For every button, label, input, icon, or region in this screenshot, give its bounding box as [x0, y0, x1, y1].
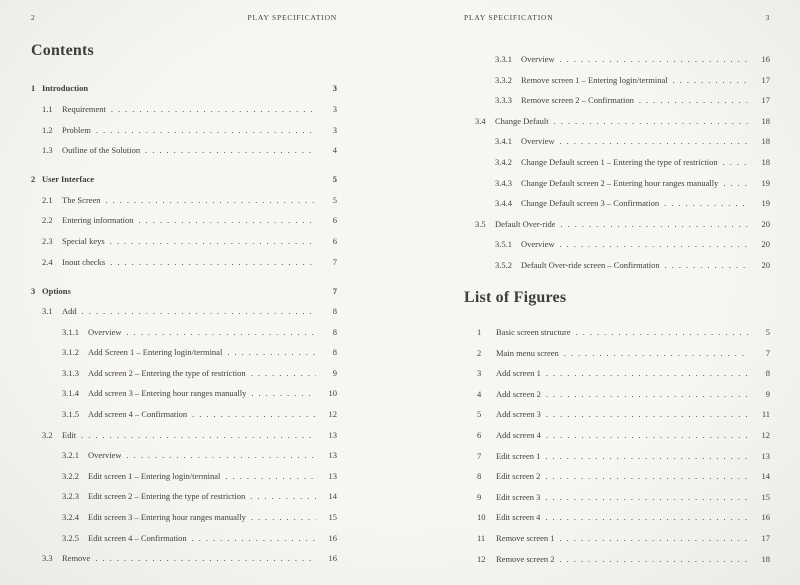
- entry-label: Special keys: [62, 235, 105, 246]
- entry-page: 19: [761, 198, 770, 209]
- entry-number: 3.4.3: [495, 177, 512, 188]
- entry-number: 6: [477, 429, 482, 440]
- entry-number: 3.1.1: [62, 326, 79, 337]
- entry-label: Edit screen 4 – Confirmation: [88, 532, 187, 543]
- entry-page: 7: [332, 256, 337, 267]
- entry-page: 8: [765, 368, 770, 379]
- toc-entry: [31, 548, 337, 569]
- toc-entry: [464, 49, 770, 70]
- entry-label: Problem: [62, 124, 91, 135]
- dot-leader: [576, 322, 749, 343]
- entry-page: 14: [328, 491, 337, 502]
- entry-page: 7: [332, 285, 337, 296]
- figures-list: [464, 322, 770, 569]
- toc-entry: [464, 111, 770, 132]
- entry-number: 2.1: [42, 194, 53, 205]
- toc-entry: [31, 190, 337, 211]
- entry-page: 5: [765, 327, 770, 337]
- dot-leader: [560, 131, 749, 152]
- entry-label: Edit screen 3: [496, 491, 541, 502]
- dot-leader: [110, 231, 316, 252]
- entry-page: 11: [761, 409, 770, 420]
- dot-leader: [545, 466, 749, 487]
- entry-number: 3.1.2: [62, 347, 79, 358]
- entry-page: 13: [328, 429, 337, 440]
- entry-label: Outline of the Solution: [62, 145, 141, 156]
- entry-number: 3: [31, 285, 36, 296]
- entry-number: 3.5.2: [495, 259, 512, 270]
- figure-entry: [464, 446, 770, 467]
- toc-entry: [464, 173, 770, 194]
- dot-leader: [665, 255, 749, 276]
- running-header-right: [464, 13, 770, 22]
- entry-page: 5: [332, 194, 337, 205]
- entry-number: 1: [477, 327, 482, 337]
- dot-leader: [723, 152, 749, 173]
- figure-entry: [464, 487, 770, 508]
- entry-number: 3.2: [42, 429, 53, 440]
- entry-label: Remove screen 2 – Confirmation: [521, 95, 634, 106]
- entry-label: Add screen 2 – Entering the type of restriction: [88, 367, 246, 378]
- entry-label: Change Default screen 1 – Entering the type of restriction: [521, 156, 718, 167]
- toc-entry: [31, 486, 337, 507]
- dot-leader: [554, 111, 749, 132]
- figure-entry: [464, 425, 770, 446]
- entry-number: 2: [477, 347, 482, 358]
- toc-entry: [31, 99, 337, 120]
- entry-page: 4: [332, 145, 337, 156]
- page-number-left: 2: [31, 13, 36, 22]
- entry-page: 9: [332, 367, 337, 378]
- entry-label: Add Screen 1 – Entering login/terminal: [88, 347, 223, 358]
- entry-number: 3.4.1: [495, 136, 512, 147]
- entry-label: Overview: [521, 239, 555, 250]
- toc-entry: [31, 363, 337, 384]
- entry-label: Basic screen structure: [496, 327, 571, 337]
- entry-number: 5: [477, 409, 482, 420]
- entry-number: 3.3: [42, 553, 53, 564]
- dot-leader: [139, 210, 316, 231]
- entry-page: 9: [765, 388, 770, 399]
- entry-page: 20: [761, 239, 770, 250]
- entry-label: Add screen 4: [496, 429, 541, 440]
- entry-label: Inout checks: [62, 256, 106, 267]
- entry-page: 18: [761, 115, 770, 126]
- toc-entry: [31, 445, 337, 466]
- entry-number: 2.2: [42, 215, 53, 226]
- page-number-right: 3: [765, 13, 770, 22]
- list-of-figures-heading: List of Figures: [464, 289, 567, 306]
- dot-leader: [110, 252, 316, 273]
- entry-label: Default Over-ride: [495, 218, 556, 229]
- dot-leader: [560, 234, 749, 255]
- entry-page: 17: [761, 74, 770, 85]
- dot-leader: [251, 363, 316, 384]
- toc-entry: [31, 140, 337, 161]
- entry-number: 3.2.5: [62, 532, 79, 543]
- entry-label: Entering information: [62, 215, 134, 226]
- entry-page: 20: [761, 218, 770, 229]
- toc-entry: [464, 193, 770, 214]
- entry-number: 3.2.3: [62, 491, 79, 502]
- dot-leader: [81, 425, 316, 446]
- entry-page: 12: [328, 409, 337, 420]
- entry-number: 9: [477, 491, 482, 502]
- entry-number: 3: [477, 368, 482, 379]
- dot-leader: [639, 90, 749, 111]
- entry-page: 15: [328, 512, 337, 523]
- contents-heading: Contents: [31, 42, 94, 59]
- dot-leader: [546, 425, 749, 446]
- toc-entry: [464, 152, 770, 173]
- entry-label: Add screen 2: [496, 388, 541, 399]
- dot-leader: [673, 70, 749, 91]
- entry-label: Edit screen 4: [496, 512, 541, 523]
- dot-leader: [251, 507, 316, 528]
- dot-leader: [95, 548, 316, 569]
- entry-number: 3.3.2: [495, 74, 512, 85]
- toc-entry: [31, 507, 337, 528]
- dot-leader: [227, 342, 316, 363]
- entry-page: 8: [332, 306, 337, 317]
- dot-leader: [560, 49, 749, 70]
- entry-label: Introduction: [42, 83, 89, 94]
- dot-leader: [192, 404, 316, 425]
- running-title-left: PLAY SPECIFICATION: [247, 13, 337, 22]
- entry-page: 17: [761, 532, 770, 543]
- entry-label: Default Over-ride screen – Confirmation: [521, 259, 660, 270]
- toc-entry: [464, 70, 770, 91]
- dot-leader: [127, 322, 316, 343]
- entry-page: 3: [332, 124, 337, 135]
- dot-leader: [560, 528, 749, 549]
- toc-entry: [464, 214, 770, 235]
- entry-label: Overview: [521, 136, 555, 147]
- entry-number: 10: [477, 512, 486, 523]
- entry-page: 7: [765, 347, 770, 358]
- dot-leader: [546, 363, 749, 384]
- entry-label: Edit screen 1: [496, 450, 541, 461]
- entry-page: 8: [332, 326, 337, 337]
- toc-entry: [31, 383, 337, 404]
- dot-leader: [723, 173, 749, 194]
- toc-entry: [464, 234, 770, 255]
- entry-label: Add screen 1: [496, 368, 541, 379]
- dot-leader: [105, 190, 316, 211]
- figure-entry: [464, 528, 770, 549]
- entry-number: 7: [477, 450, 482, 461]
- entry-number: 3.2.1: [62, 450, 79, 461]
- entry-number: 12: [477, 553, 486, 564]
- dot-leader: [545, 487, 749, 508]
- dot-leader: [251, 383, 316, 404]
- entry-label: Edit screen 2 – Entering the type of restriction: [88, 491, 246, 502]
- entry-label: Add screen 3: [496, 409, 541, 420]
- entry-page: 14: [761, 471, 770, 482]
- dot-leader: [546, 404, 749, 425]
- toc-entry: [31, 252, 337, 273]
- entry-page: 8: [332, 347, 337, 358]
- running-header-left: [31, 13, 337, 22]
- toc-entry: [31, 342, 337, 363]
- toc-entry: [31, 78, 337, 99]
- entry-number: 3.5.1: [495, 239, 512, 250]
- entry-label: Overview: [88, 450, 122, 461]
- figure-entry: [464, 343, 770, 364]
- entry-label: Remove: [62, 553, 91, 564]
- entry-number: 3.2.4: [62, 512, 79, 523]
- dot-leader: [545, 446, 749, 467]
- toc-list-right: [464, 49, 770, 276]
- toc-entry: [31, 528, 337, 549]
- dot-leader: [546, 384, 749, 405]
- entry-page: 10: [328, 388, 337, 399]
- entry-page: 16: [328, 553, 337, 564]
- running-title-right: PLAY SPECIFICATION: [464, 13, 554, 22]
- entry-label: User Interface: [42, 174, 95, 185]
- entry-number: 1.2: [42, 124, 53, 135]
- dot-leader: [560, 214, 749, 235]
- dot-leader: [111, 99, 316, 120]
- entry-number: 2.4: [42, 256, 53, 267]
- entry-label: Overview: [88, 326, 122, 337]
- entry-page: 6: [332, 215, 337, 226]
- entry-number: 8: [477, 471, 482, 482]
- toc-entry: [31, 120, 337, 141]
- dot-leader: [250, 486, 316, 507]
- entry-label: Edit screen 1 – Entering login/terminal: [88, 470, 221, 481]
- entry-page: 6: [332, 235, 337, 246]
- entry-label: Edit screen 3 – Entering hour ranges manually: [88, 512, 246, 523]
- page-right: [464, 0, 770, 585]
- entry-page: 18: [761, 553, 770, 564]
- entry-number: 1.3: [42, 145, 53, 156]
- entry-label: Main menu screen: [496, 347, 559, 358]
- entry-page: 16: [761, 512, 770, 523]
- figure-entry: [464, 549, 770, 570]
- figure-entry: [464, 322, 770, 343]
- entry-number: 3.1.4: [62, 388, 79, 399]
- entry-number: 4: [477, 388, 482, 399]
- figure-entry: [464, 466, 770, 487]
- figure-entry: [464, 363, 770, 384]
- entry-number: 3.5: [475, 218, 486, 229]
- entry-page: 13: [328, 450, 337, 461]
- entry-page: 12: [761, 429, 770, 440]
- dot-leader: [564, 343, 749, 364]
- dot-leader: [664, 193, 749, 214]
- toc-entry: [464, 90, 770, 111]
- toc-entry: [31, 210, 337, 231]
- dot-leader: [96, 120, 316, 141]
- entry-page: 3: [332, 103, 337, 114]
- toc-entry: [464, 255, 770, 276]
- toc-entry: [31, 404, 337, 425]
- entry-label: Remove screen 2: [496, 553, 555, 564]
- entry-label: Overview: [521, 54, 555, 64]
- entry-label: The Screen: [62, 194, 101, 205]
- toc-entry: [31, 231, 337, 252]
- entry-page: 19: [761, 177, 770, 188]
- entry-number: 3.3.3: [495, 95, 512, 106]
- entry-label: Add: [62, 306, 77, 317]
- entry-label: Change Default screen 2 – Entering hour ranges manually: [521, 177, 719, 188]
- entry-label: Edit: [62, 429, 77, 440]
- entry-page: 16: [761, 54, 770, 64]
- page-left: [31, 0, 337, 585]
- toc-entry: [31, 301, 337, 322]
- dot-leader: [225, 466, 316, 487]
- entry-number: 3.4: [475, 115, 486, 126]
- toc-entry: [31, 281, 337, 302]
- dot-leader: [127, 445, 316, 466]
- entry-label: Edit screen 2: [496, 471, 541, 482]
- entry-label: Add screen 4 – Confirmation: [88, 409, 188, 420]
- entry-page: 5: [332, 174, 337, 185]
- toc-entry: [31, 466, 337, 487]
- entry-page: 13: [328, 470, 337, 481]
- entry-number: 3.4.4: [495, 198, 512, 209]
- entry-number: 11: [477, 532, 486, 543]
- entry-page: 17: [761, 95, 770, 106]
- figure-entry: [464, 384, 770, 405]
- dot-leader: [545, 507, 749, 528]
- entry-page: 3: [332, 83, 337, 94]
- entry-label: Remove screen 1 – Entering login/terminal: [521, 74, 668, 85]
- entry-label: Requirement: [62, 103, 106, 114]
- toc-entry: [31, 169, 337, 190]
- entry-number: 3.4.2: [495, 156, 512, 167]
- entry-number: 2: [31, 174, 36, 185]
- entry-label: Add screen 3 – Entering hour ranges manually: [88, 388, 247, 399]
- dot-leader: [145, 140, 316, 161]
- entry-number: 3.1: [42, 306, 53, 317]
- dot-leader: [560, 549, 749, 570]
- toc-list-left: [31, 70, 337, 569]
- entry-page: 15: [761, 491, 770, 502]
- dot-leader: [192, 528, 316, 549]
- entry-label: Change Default screen 3 – Confirmation: [521, 198, 660, 209]
- entry-page: 20: [761, 259, 770, 270]
- entry-number: 3.1.3: [62, 367, 79, 378]
- entry-label: Change Default: [495, 115, 549, 126]
- entry-page: 13: [761, 450, 770, 461]
- toc-entry: [31, 425, 337, 446]
- entry-number: 1: [31, 83, 36, 94]
- entry-number: 3.1.5: [62, 409, 79, 420]
- figure-entry: [464, 507, 770, 528]
- entry-page: 18: [761, 156, 770, 167]
- entry-page: 18: [761, 136, 770, 147]
- dot-leader: [82, 301, 316, 322]
- entry-number: 3.2.2: [62, 470, 79, 481]
- toc-entry: [464, 131, 770, 152]
- entry-number: 3.3.1: [495, 54, 512, 64]
- entry-page: 16: [328, 532, 337, 543]
- toc-entry: [31, 322, 337, 343]
- entry-label: Remove screen 1: [496, 532, 555, 543]
- entry-number: 1.1: [42, 103, 53, 114]
- entry-label: Options: [42, 285, 71, 296]
- figure-entry: [464, 404, 770, 425]
- entry-number: 2.3: [42, 235, 53, 246]
